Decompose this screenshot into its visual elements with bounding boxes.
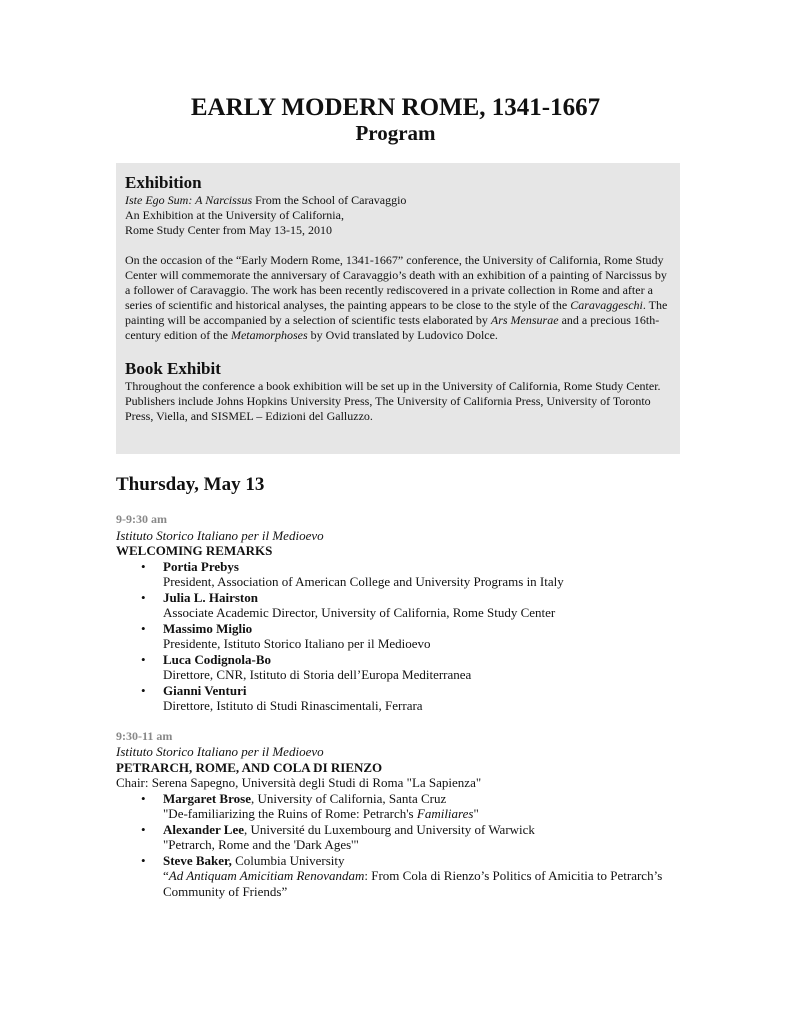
exhibition-description-italic-2: Ars Mensurae bbox=[490, 313, 559, 327]
person-name: • Massimo Miglio bbox=[163, 620, 253, 636]
speaker-line bbox=[163, 853, 716, 869]
talk-title-part: "De-familiarizing the Ruins of Rome: Petrarch's bbox=[163, 806, 417, 821]
session-chair: Chair: Serena Sapegno, Università degli Studi di Roma "La Sapienza" bbox=[116, 775, 482, 790]
book-exhibit-text: Throughout the conference a book exhibition will be set up in the University of California, Rome Study Center. Publishers include Johns Hopkins University Press, The University of California Press, University of Toronto Press, Viella, and SISMEL – Edizioni del Galluzzo. bbox=[125, 379, 661, 423]
exhibition-work-line bbox=[125, 193, 671, 208]
talk-title bbox=[163, 868, 716, 899]
person-role: Presidente, Istituto Storico Italiano per il Medioevo bbox=[163, 636, 431, 651]
exhibition-work-title: Iste Ego Sum: A Narcissus bbox=[125, 193, 253, 207]
session-petrarch bbox=[116, 729, 716, 900]
session-venue: Istituto Storico Italiano per il Medioevo bbox=[116, 527, 324, 543]
exhibition-work-suffix: From the School of Caravaggio bbox=[252, 193, 407, 207]
list-item bbox=[116, 652, 716, 683]
talk-title-part: “ bbox=[163, 868, 169, 883]
book-exhibit-heading: Book Exhibit bbox=[125, 359, 221, 378]
list-item bbox=[116, 590, 716, 621]
speaker-name: Alexander Lee bbox=[163, 821, 244, 837]
talk-title bbox=[163, 806, 716, 822]
session-time: 9:30-11 am bbox=[116, 728, 173, 743]
session-time: 9-9:30 am bbox=[116, 512, 167, 526]
document-title: EARLY MODERN ROME, 1341-1667 bbox=[190, 94, 601, 121]
person-role: Direttore, Istituto di Studi Rinascimentali, Ferrara bbox=[163, 698, 423, 713]
list-item bbox=[116, 822, 716, 853]
person-role: Associate Academic Director, University of California, Rome Study Center bbox=[163, 605, 556, 620]
session-title: WELCOMING REMARKS bbox=[116, 543, 273, 558]
document-subtitle: Program bbox=[355, 121, 436, 145]
speaker-affiliation: Columbia University bbox=[231, 852, 345, 868]
exhibition-heading: Exhibition bbox=[125, 173, 202, 192]
person-role: Direttore, CNR, Istituto di Storia dell’Europa Mediterranea bbox=[163, 667, 472, 682]
talk-title-part: "Petrarch, Rome and the 'Dark Ages'" bbox=[163, 837, 359, 852]
talk-title bbox=[163, 837, 716, 853]
speaker-name: Margaret Brose bbox=[163, 790, 251, 806]
speaker-affiliation: , University of California, Santa Cruz bbox=[250, 790, 447, 806]
person-name: • Luca Codignola-Bo bbox=[163, 651, 271, 667]
exhibition-description-part-1: On the occasion of the “Early Modern Rome, 1341-1667” conference, the University of California, Rome Study Center will commemorate the anniversary of Caravaggio’s death with an exhibition of a painting of Narcissus by a follower of Caravaggio. The work has been recently rediscovered in a private collection in Rome and after a series of scientific and historical analyses, the painting appears to be close to the style of the bbox=[125, 253, 667, 312]
session-title: PETRARCH, ROME, AND COLA DI RIENZO bbox=[116, 759, 383, 775]
exhibition-line-3: Rome Study Center from May 13-15, 2010 bbox=[125, 223, 332, 237]
speaker-affiliation: , Université du Luxembourg and University of Warwick bbox=[244, 821, 535, 837]
schedule bbox=[116, 473, 716, 899]
exhibition-description-part-3: and a precious 16th-century edition of the bbox=[125, 313, 660, 342]
speaker-line bbox=[163, 822, 716, 838]
list-item bbox=[116, 621, 716, 652]
session-welcoming bbox=[116, 512, 716, 714]
person-name: • Gianni Venturi bbox=[163, 682, 247, 698]
speaker-list bbox=[116, 791, 716, 900]
day-heading: Thursday, May 13 bbox=[116, 474, 265, 495]
speaker-line bbox=[163, 791, 716, 807]
talk-title-part: : From Cola di Rienzo’s Politics of Amicitia to Petrarch’s Community of Friends” bbox=[163, 868, 663, 899]
exhibition-description-part-2: . The painting will be accompanied by a selection of scientific tests elaborated by bbox=[125, 298, 668, 327]
person-name: • Julia L. Hairston bbox=[163, 589, 258, 605]
list-item bbox=[116, 791, 716, 822]
exhibition-line-2: An Exhibition at the University of California, bbox=[125, 208, 344, 222]
speaker-name: Steve Baker, bbox=[163, 852, 232, 868]
exhibition-description-part-4: by Ovid translated by Ludovico Dolce. bbox=[307, 328, 498, 342]
list-item bbox=[116, 853, 716, 900]
talk-title-italic: Familiares bbox=[416, 806, 474, 821]
list-item bbox=[116, 683, 716, 714]
person-role: President, Association of American College and University Programs in Italy bbox=[163, 574, 564, 589]
exhibition-box bbox=[116, 163, 680, 454]
list-item bbox=[116, 559, 716, 590]
exhibition-description-italic-3: Metamorphoses bbox=[230, 328, 308, 342]
session-venue: Istituto Storico Italiano per il Medioevo bbox=[116, 744, 324, 759]
exhibition-description-italic-1: Caravaggeschi bbox=[570, 298, 643, 312]
person-name: • Portia Prebys bbox=[163, 558, 239, 574]
talk-title-italic: Ad Antiquam Amicitiam Renovandam bbox=[168, 868, 365, 883]
exhibition-box-content bbox=[125, 173, 671, 424]
exhibition-description bbox=[125, 253, 671, 343]
speaker-list bbox=[116, 559, 716, 714]
talk-title-part: " bbox=[473, 806, 479, 821]
